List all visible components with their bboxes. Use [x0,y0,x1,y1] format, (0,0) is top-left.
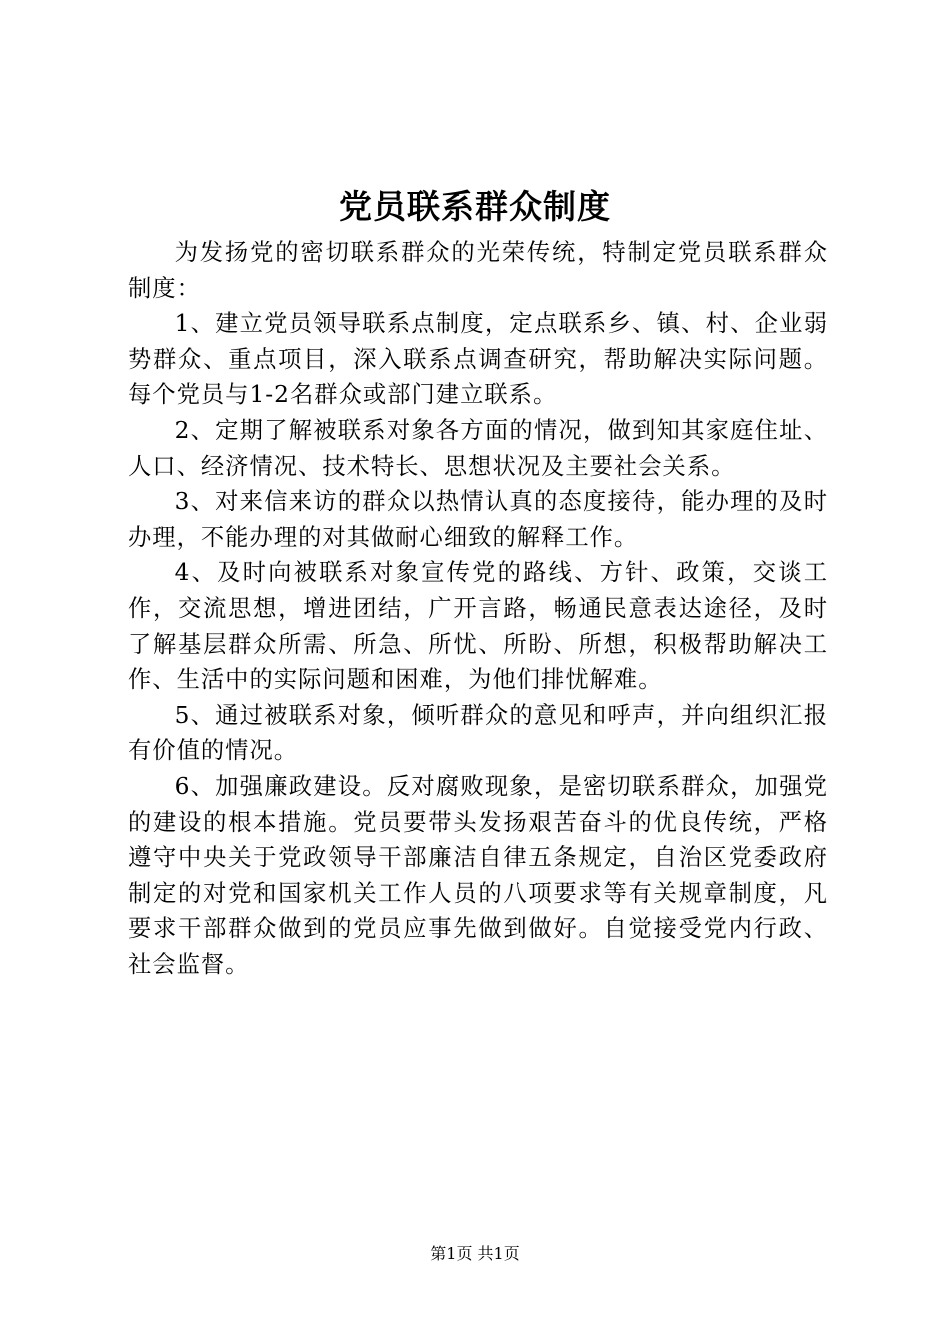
paragraph-item-4: 4、及时向被联系对象宣传党的路线、方针、政策，交谈工作，交流思想，增进团结，广开言路，畅通民意表达途径，及时了解基层群众所需、所急、所忧、所盼、所想，积极帮助解决工作、生活中的实际问题和困难，为他们排忧解难。 [128,559,828,694]
paragraph-intro: 为发扬党的密切联系群众的光荣传统，特制定党员联系群众制度： [128,239,828,302]
paragraph-item-1: 1、建立党员领导联系点制度，定点联系乡、镇、村、企业弱势群众、重点项目，深入联系点调查研究，帮助解决实际问题。每个党员与1-2名群众或部门建立联系。 [128,310,828,409]
paragraph-item-3: 3、对来信来访的群众以热情认真的态度接待，能办理的及时办理，不能办理的对其做耐心细致的解释工作。 [128,488,828,551]
paragraph-item-5: 5、通过被联系对象，倾听群众的意见和呼声，并向组织汇报有价值的情况。 [128,701,828,765]
paragraph-item-2: 2、定期了解被联系对象各方面的情况，做到知其家庭住址、人口、经济情况、技术特长、思想状况及主要社会关系。 [128,416,828,480]
page-number-footer: 第1页 共1页 [430,1244,520,1263]
paragraph-item-6: 6、加强廉政建设。反对腐败现象，是密切联系群众，加强党的建设的根本措施。党员要带头发扬艰苦奋斗的优良传统，严格遵守中央关于党政领导干部廉洁自律五条规定，自治区党委政府制定的对党和国家机关工作人员的八项要求等有关规章制度，凡要求干部群众做到的党员应事先做到做好。自觉接受党内行政、社会监督。 [128,772,828,978]
document-title: 党员联系群众制度 [339,187,611,226]
document-body [128,235,828,982]
